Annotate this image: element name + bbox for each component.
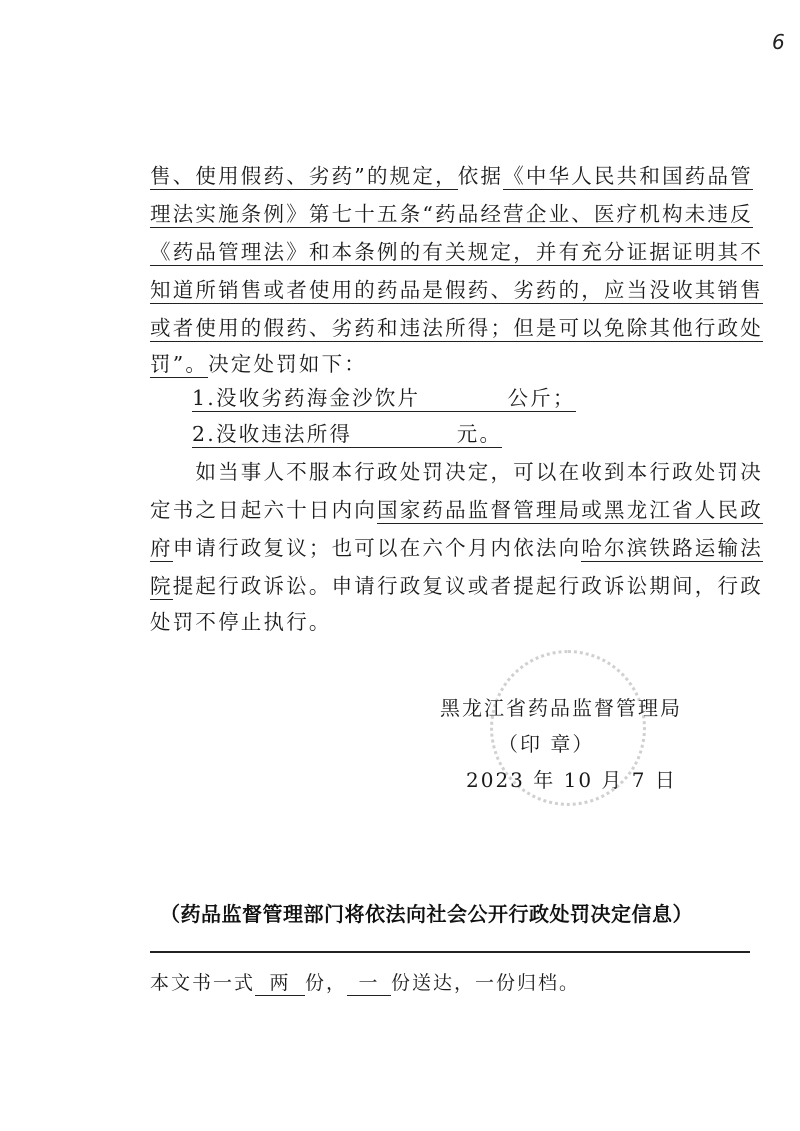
text-segment: 《中华人民共和国药品管 <box>503 164 753 188</box>
text-segment: 决定处罚如下： <box>208 352 367 376</box>
text-segment: 元。 <box>456 422 503 446</box>
text-segment: 提起行政诉讼。申请行政复议或者提起行政诉讼期间，行政 <box>172 574 763 598</box>
appeal-line <box>150 534 763 562</box>
served-count: 一 <box>347 968 391 996</box>
paragraph-line <box>150 200 753 228</box>
copies-suffix: 份送达，一份归档。 <box>391 972 581 994</box>
text-segment <box>352 422 457 448</box>
page-number: 6 <box>772 30 785 54</box>
appeal-line <box>150 608 332 636</box>
text-segment: 依据 <box>457 164 504 188</box>
issuing-authority: 黑龙江省药品监督管理局 <box>440 696 682 720</box>
divider <box>150 951 750 953</box>
text-segment: 处罚不停止执行。 <box>150 610 332 634</box>
issue-date: 2023 年 10 月 7 日 <box>466 768 677 792</box>
text-segment: 院 <box>150 574 173 598</box>
text-segment: 定书之日起六十日内向 <box>150 498 377 522</box>
text-segment: 售、使用假药、劣药”的规定， <box>150 164 458 188</box>
text-segment: 府 <box>150 536 173 560</box>
text-segment: 罚”。 <box>150 352 209 376</box>
paragraph-line <box>150 276 763 304</box>
text-segment: 国家药品监督管理局或黑龙江省人民政 <box>377 498 763 522</box>
text-segment: 哈尔滨铁路运输法 <box>581 536 763 560</box>
text-segment: 《药品管理法》和本条例的有关规定，并有充分证据证明其不 <box>150 240 763 264</box>
text-segment: 知道所销售或者使用的药品是假药、劣药的，应当没收其销售 <box>150 278 763 302</box>
copies-prefix: 本文书一式 <box>150 972 256 994</box>
text-segment: 如当事人不服本行政处罚决定，可以在收到本行政处罚决 <box>150 460 763 484</box>
text-segment: 理法实施条例》第七十五条“药品经营企业、医疗机构未违反 <box>150 202 753 226</box>
text-segment: 或者使用的假药、劣药和违法所得；但是可以免除其他行政处 <box>150 316 763 340</box>
text-segment: 2.没收违法所得 <box>192 422 353 446</box>
text-segment: 申请行政复议；也可以在六个月内依法向 <box>172 536 582 560</box>
seal-label: （印 章） <box>498 732 595 756</box>
penalty-item <box>192 420 502 448</box>
paragraph-line <box>150 162 753 190</box>
text-segment: 公斤； <box>507 386 576 410</box>
disclosure-notice: （药品监督管理部门将依法向社会公开行政处罚决定信息） <box>160 902 693 926</box>
copies-count: 两 <box>255 968 305 996</box>
text-segment: 1.没收劣药海金沙饮片 <box>192 386 421 410</box>
appeal-line <box>150 572 763 600</box>
text-segment <box>420 386 507 412</box>
appeal-line <box>150 496 763 524</box>
penalty-item <box>192 384 576 412</box>
copies-mid: 份， <box>305 972 348 994</box>
appeal-line <box>150 458 763 486</box>
paragraph-line <box>150 350 367 378</box>
paragraph-line <box>150 238 763 266</box>
copies-statement <box>150 968 580 996</box>
paragraph-line <box>150 314 763 342</box>
